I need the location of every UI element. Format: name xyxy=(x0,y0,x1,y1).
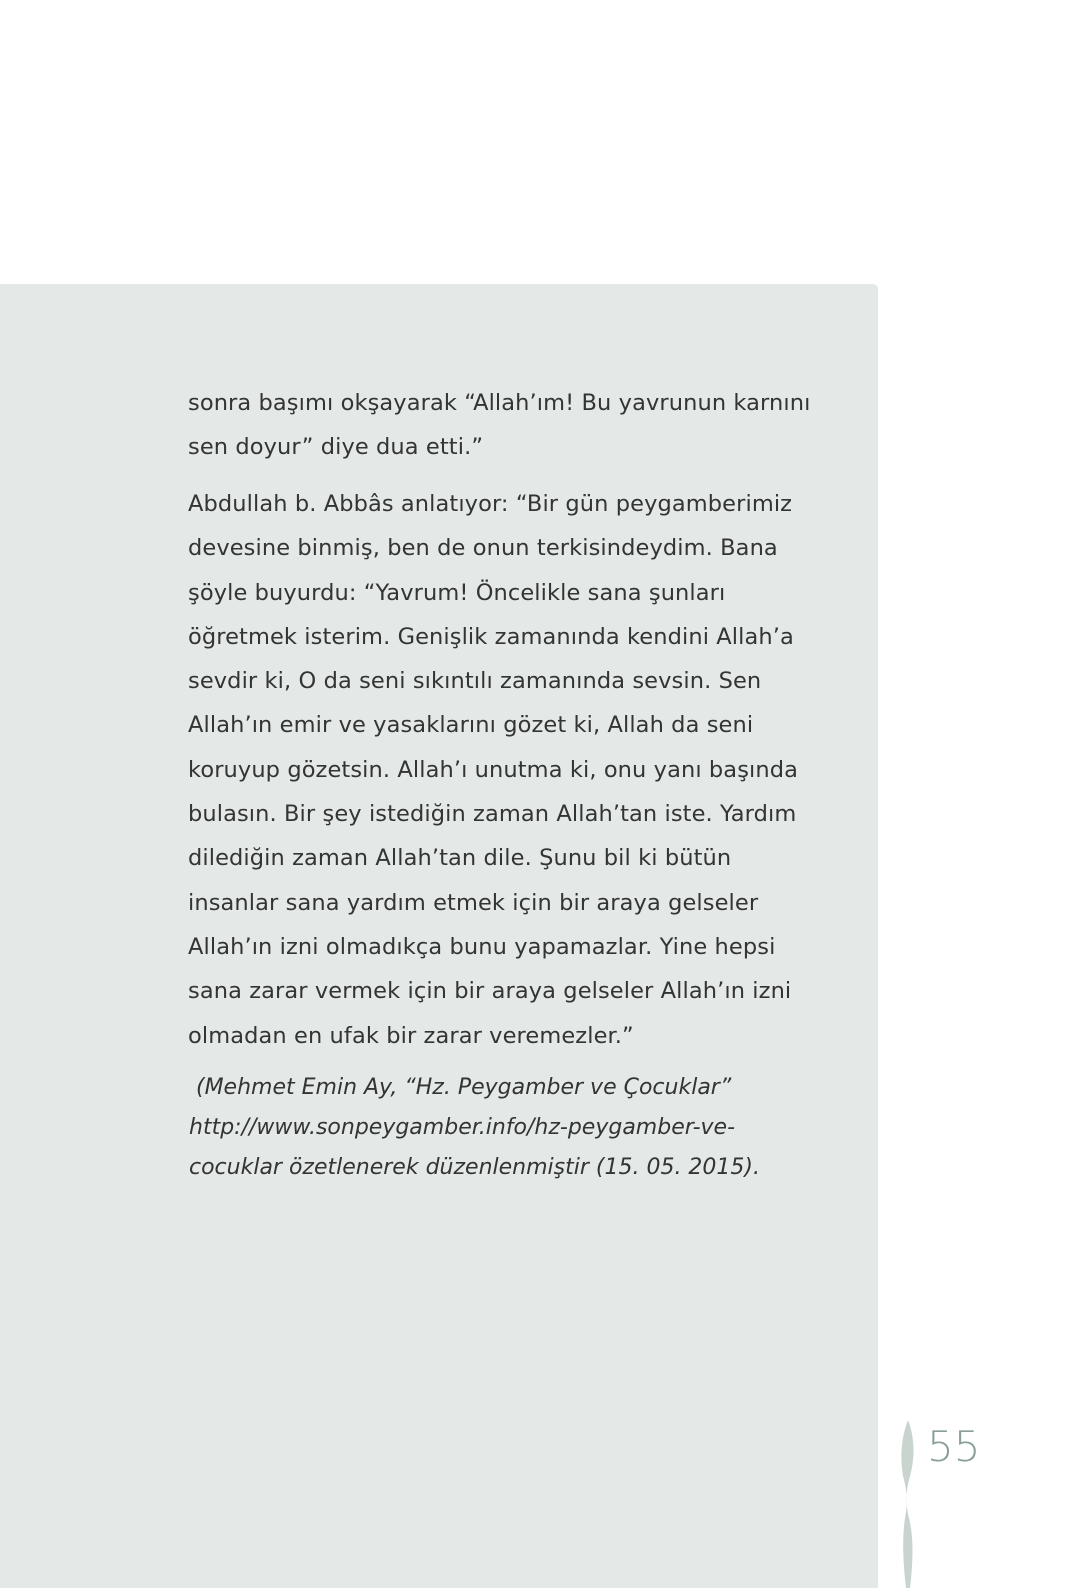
paragraph-2 xyxy=(188,482,798,1058)
text-line: olmadan en ufak bir zarar veremezler.” xyxy=(188,1022,634,1049)
text-line: sen doyur” diye dua etti.” xyxy=(188,434,484,460)
citation-line: cocuklar özetlenerek düzenlenmiştir (15. 05. 2015). xyxy=(189,1155,760,1180)
text-line: bulasın. Bir şey istediğin zaman Allah’tan iste. Yardım xyxy=(188,801,797,828)
text-line: dilediğin zaman Allah’tan dile. Şunu bil ki bütün xyxy=(188,845,732,872)
citation-line: (Mehmet Emin Ay, “Hz. Peygamber ve Çocuklar” xyxy=(189,1075,732,1100)
text-line: Allah’ın emir ve yasaklarını gözet ki, Allah da seni xyxy=(188,712,754,739)
text-line: sonra başımı okşayarak “Allah’ım! Bu yavrunun karnını xyxy=(188,390,811,416)
page-number: 55 xyxy=(927,1422,981,1471)
citation-line: http://www.sonpeygamber.info/hz-peygamber-ve- xyxy=(189,1115,736,1140)
leaf-ornament-icon xyxy=(898,1418,918,1588)
text-line: sana zarar vermek için bir araya gelseler Allah’ın izni xyxy=(188,978,792,1005)
text-line: koruyup gözetsin. Allah’ı unutma ki, onu yanı başında xyxy=(188,756,798,783)
text-line: Abdullah b. Abbâs anlatıyor: “Bir gün peygamberimiz xyxy=(188,491,793,517)
text-line: devesine binmiş, ben de onun terkisindeydim. Bana xyxy=(188,535,778,562)
text-line: şöyle buyurdu: “Yavrum! Öncelikle sana şunları xyxy=(188,579,726,606)
text-line: sevdir ki, O da seni sıkıntılı zamanında sevsin. Sen xyxy=(188,668,762,695)
text-line: öğretmek isterim. Genişlik zamanında kendini Allah’a xyxy=(188,623,794,650)
source-citation xyxy=(189,1068,760,1188)
text-line: Allah’ın izni olmadıkça bunu yapamazlar. Yine hepsi xyxy=(188,933,776,960)
text-line: insanlar sana yardım etmek için bir araya gelseler xyxy=(188,889,759,916)
paragraph-1 xyxy=(188,381,811,469)
